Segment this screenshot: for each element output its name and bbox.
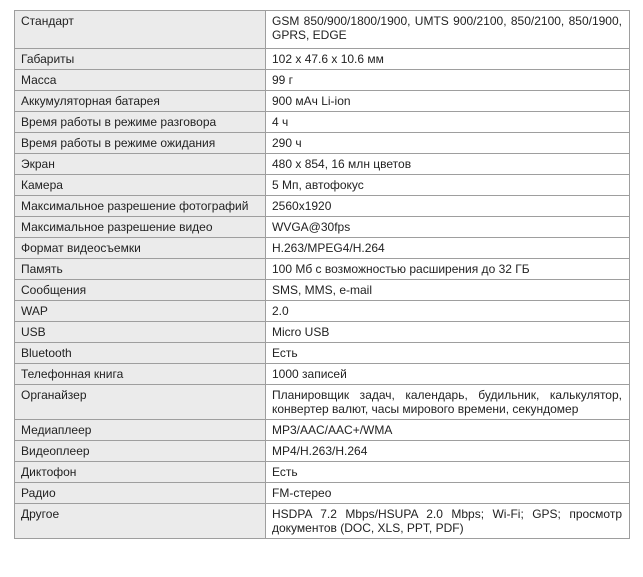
spec-label: Радио: [15, 483, 266, 504]
spec-label: Сообщения: [15, 280, 266, 301]
spec-label: Другое: [15, 504, 266, 539]
spec-label: Максимальное разрешение фотографий: [15, 196, 266, 217]
spec-row-phonebook: [15, 364, 630, 385]
spec-value: 4 ч: [266, 112, 630, 133]
spec-value: SMS, MMS, e-mail: [266, 280, 630, 301]
spec-row-other: [15, 504, 630, 539]
spec-value: Micro USB: [266, 322, 630, 343]
spec-label: WAP: [15, 301, 266, 322]
spec-label: Габариты: [15, 49, 266, 70]
spec-label: Медиаплеер: [15, 420, 266, 441]
spec-value: MP3/AAC/AAC+/WMA: [266, 420, 630, 441]
spec-row-usb: [15, 322, 630, 343]
spec-label: Время работы в режиме ожидания: [15, 133, 266, 154]
spec-row-camera: [15, 175, 630, 196]
spec-label: Аккумуляторная батарея: [15, 91, 266, 112]
spec-value: 2.0: [266, 301, 630, 322]
spec-row-wap: [15, 301, 630, 322]
spec-row-standby-time: [15, 133, 630, 154]
spec-row-video-player: [15, 441, 630, 462]
spec-label: Формат видеосъемки: [15, 238, 266, 259]
spec-label: Видеоплеер: [15, 441, 266, 462]
spec-label: Органайзер: [15, 385, 266, 420]
spec-label: USB: [15, 322, 266, 343]
spec-row-dimensions: [15, 49, 630, 70]
spec-row-bluetooth: [15, 343, 630, 364]
spec-label: Память: [15, 259, 266, 280]
spec-value: Планировщик задач, календарь, будильник, калькулятор, конвертер валют, часы мирового времени, секундомер: [266, 385, 630, 420]
spec-label: Bluetooth: [15, 343, 266, 364]
spec-row-standard: [15, 11, 630, 49]
spec-row-talk-time: [15, 112, 630, 133]
spec-row-memory: [15, 259, 630, 280]
spec-value: 102 x 47.6 x 10.6 мм: [266, 49, 630, 70]
spec-value: MP4/H.263/H.264: [266, 441, 630, 462]
spec-value: 2560x1920: [266, 196, 630, 217]
spec-row-screen: [15, 154, 630, 175]
specs-container: [14, 10, 630, 539]
spec-value: 99 г: [266, 70, 630, 91]
spec-value: H.263/MPEG4/H.264: [266, 238, 630, 259]
spec-row-radio: [15, 483, 630, 504]
spec-value: 100 Мб с возможностью расширения до 32 ГБ: [266, 259, 630, 280]
spec-value: 1000 записей: [266, 364, 630, 385]
spec-label: Камера: [15, 175, 266, 196]
spec-value: GSM 850/900/1800/1900, UMTS 900/2100, 850/2100, 850/1900, GPRS, EDGE: [266, 11, 630, 49]
spec-label: Максимальное разрешение видео: [15, 217, 266, 238]
spec-label: Масса: [15, 70, 266, 91]
spec-value: 480 x 854, 16 млн цветов: [266, 154, 630, 175]
spec-row-media-player: [15, 420, 630, 441]
spec-row-weight: [15, 70, 630, 91]
spec-label: Экран: [15, 154, 266, 175]
spec-label: Телефонная книга: [15, 364, 266, 385]
spec-row-voice-recorder: [15, 462, 630, 483]
spec-value: 5 Мп, автофокус: [266, 175, 630, 196]
spec-row-organizer: [15, 385, 630, 420]
spec-label: Диктофон: [15, 462, 266, 483]
spec-value: 900 мАч Li-ion: [266, 91, 630, 112]
spec-value: Есть: [266, 343, 630, 364]
spec-row-max-photo-resolution: [15, 196, 630, 217]
spec-value: HSDPA 7.2 Mbps/HSUPA 2.0 Mbps; Wi-Fi; GPS; просмотр документов (DOC, XLS, PPT, PDF): [266, 504, 630, 539]
specs-table: [14, 10, 630, 539]
spec-label: Стандарт: [15, 11, 266, 49]
spec-value: FM-стерео: [266, 483, 630, 504]
spec-value: WVGA@30fps: [266, 217, 630, 238]
spec-value: Есть: [266, 462, 630, 483]
spec-row-messages: [15, 280, 630, 301]
spec-row-battery: [15, 91, 630, 112]
spec-label: Время работы в режиме разговора: [15, 112, 266, 133]
spec-row-video-format: [15, 238, 630, 259]
spec-row-max-video-resolution: [15, 217, 630, 238]
spec-value: 290 ч: [266, 133, 630, 154]
